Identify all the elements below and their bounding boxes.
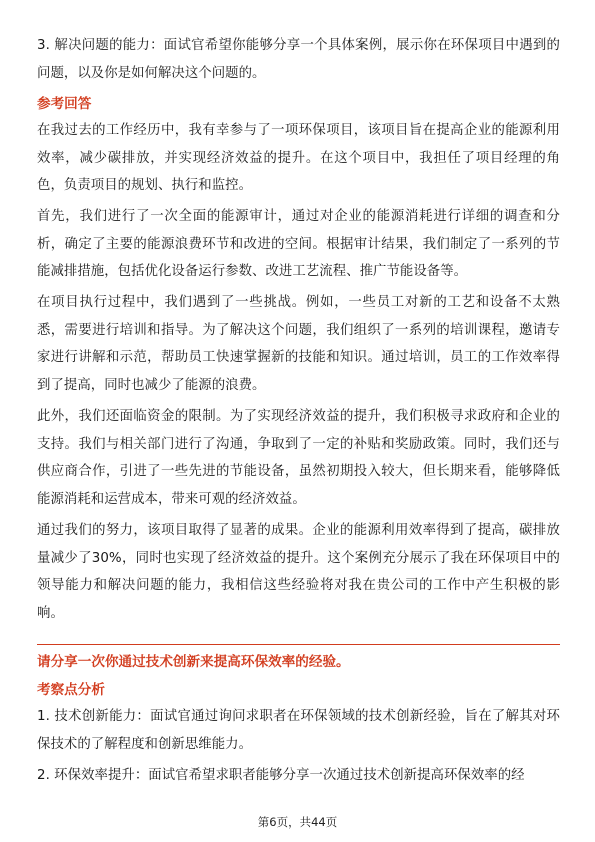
question-3-text: 3. 解决问题的能力：面试官希望你能够分享一个具体案例，展示你在环保项目中遇到的问题，以及你是如何解决这个问题的。 — [37, 38, 560, 81]
answer-paragraph-3: 在项目执行过程中，我们遇到了一些挑战。例如，一些员工对新的工艺和设备不太熟悉，需要进行培训和指导。为了解决这个问题，我们组织了一系列的培训课程，邀请专家进行讲解和示范，帮助员工快速掌握新的技能和知识。通过培训，员工的工作效率得到了提高，同时也减少了能源的浪费。 — [37, 295, 560, 393]
answer-paragraph-5: 通过我们的努力，该项目取得了显著的成果。企业的能源利用效率得到了提高，碳排放量减少了30%，同时也实现了经济效益的提升。这个案例充分展示了我在环保项目中的领导能力和解决问题的能力，我相信这些经验将对我在贵公司的工作中产生积极的影响。 — [37, 523, 560, 621]
answer-paragraph-1: 在我过去的工作经历中，我有幸参与了一项环保项目，该项目旨在提高企业的能源利用效率，减少碳排放，并实现经济效益的提升。在这个项目中，我担任了项目经理的角色，负责项目的规划、执行和监控。 — [37, 123, 560, 193]
analysis-heading: 考察点分析 — [37, 682, 105, 698]
answer-paragraph-2: 首先，我们进行了一次全面的能源审计，通过对企业的能源消耗进行详细的调查和分析，确定了主要的能源浪费环节和改进的空间。根据审计结果，我们制定了一系列的节能减排措施，包括优化设备运行参数、改进工艺流程、推广节能设备等。 — [37, 209, 560, 279]
section-divider — [37, 644, 560, 645]
reference-answer-heading: 参考回答 — [37, 96, 92, 112]
question-heading: 请分享一次你通过技术创新来提高环保效率的经验。 — [37, 654, 350, 670]
analysis-point-1: 1. 技术创新能力：面试官通过询问求职者在环保领域的技术创新经验，旨在了解其对环保技术的了解程度和创新思维能力。 — [37, 709, 560, 752]
analysis-point-2: 2. 环保效率提升：面试官希望求职者能够分享一次通过技术创新提高环保效率的经 — [37, 768, 525, 783]
page-footer: 第6页，共44页 — [257, 815, 338, 829]
answer-paragraph-4: 此外，我们还面临资金的限制。为了实现经济效益的提升，我们积极寻求政府和企业的支持。我们与相关部门进行了沟通，争取到了一定的补贴和奖励政策。同时，我们还与供应商合作，引进了一些先进的节能设备，虽然初期投入较大，但长期来看，能够降低能源消耗和运营成本，带来可观的经济效益。 — [37, 409, 560, 507]
